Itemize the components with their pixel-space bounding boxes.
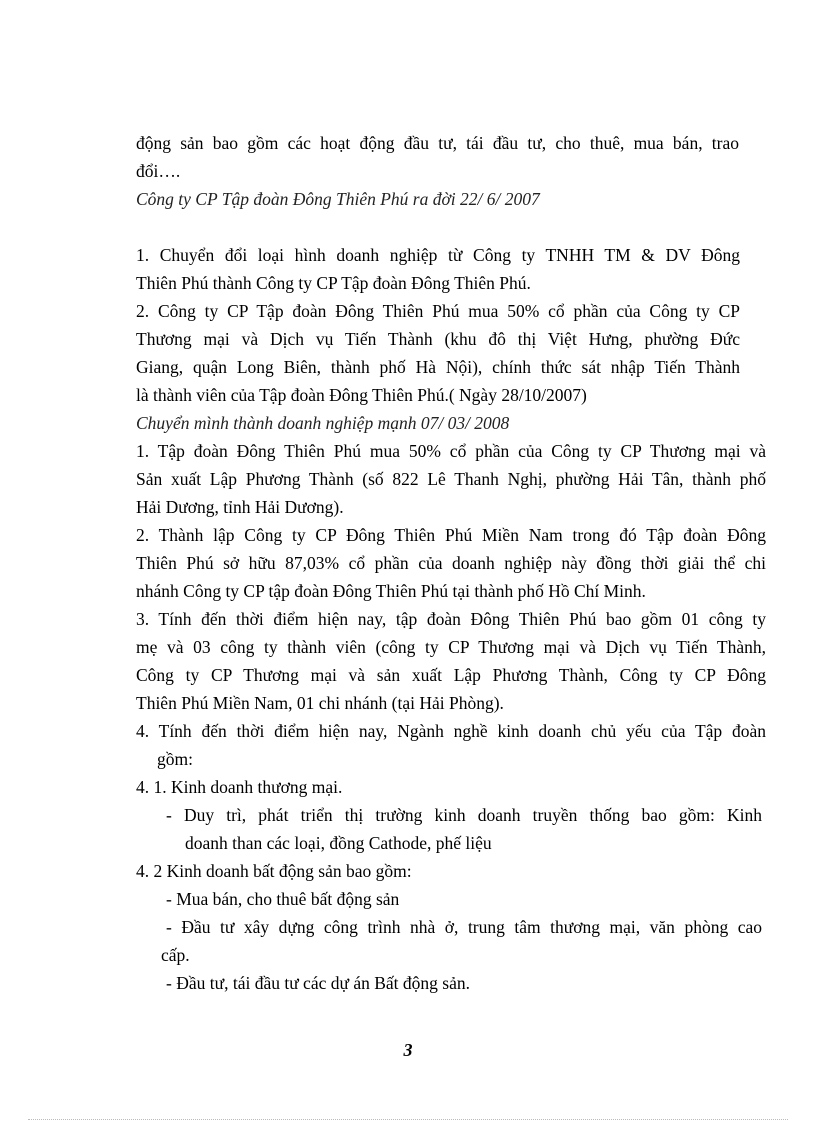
text-line: Giang, quận Long Biên, thành phố Hà Nội), chính thức sát nhập Tiến Thành (136, 357, 740, 377)
text-line: 2. Công ty CP Tập đoàn Đông Thiên Phú mua 50% cổ phần của Công ty CP (136, 301, 740, 321)
text-line: Thiên Phú sở hữu 87,03% cổ phần của doanh nghiệp này đồng thời giải thể chi (136, 553, 766, 573)
section-heading-line: Công ty CP Tập đoàn Đông Thiên Phú ra đời 22/ 6/ 2007 (136, 189, 540, 209)
text-line: 4. Tính đến thời điểm hiện nay, Ngành nghề kinh doanh chủ yếu của Tập đoàn (136, 721, 766, 741)
text-line: 1. Chuyển đổi loại hình doanh nghiệp từ Công ty TNHH TM & DV Đông (136, 245, 740, 265)
text-line: 2. Thành lập Công ty CP Đông Thiên Phú Miền Nam trong đó Tập đoàn Đông (136, 525, 766, 545)
text-line: Công ty CP Thương mại và sản xuất Lập Phương Thành, Công ty CP Đông (136, 665, 766, 685)
text-line: Sản xuất Lập Phương Thành (số 822 Lê Thanh Nghị, phường Hải Tân, thành phố (136, 469, 766, 489)
text-line: là thành viên của Tập đoàn Đông Thiên Phú.( Ngày 28/10/2007) (136, 385, 587, 405)
text-line: - Duy trì, phát triển thị trường kinh doanh truyền thống bao gồm: Kinh (166, 805, 762, 825)
text-line: 4. 2 Kinh doanh bất động sản bao gồm: (136, 861, 412, 881)
page-bottom-divider (28, 1119, 788, 1120)
text-line: Thương mại và Dịch vụ Tiến Thành (khu đô thị Việt Hưng, phường Đức (136, 329, 740, 349)
section-heading-line: Chuyển mình thành doanh nghiệp mạnh 07/ 03/ 2008 (136, 413, 510, 433)
text-line: Thiên Phú Miền Nam, 01 chi nhánh (tại Hải Phòng). (136, 693, 504, 713)
text-line: - Đầu tư xây dựng công trình nhà ở, trung tâm thương mại, văn phòng cao (166, 917, 762, 937)
text-line: Hải Dương, tỉnh Hải Dương). (136, 497, 344, 517)
text-line: - Mua bán, cho thuê bất động sản (166, 889, 400, 909)
text-line: cấp. (161, 945, 190, 965)
text-line: động sản bao gồm các hoạt động đầu tư, tái đầu tư, cho thuê, mua bán, trao (136, 133, 739, 153)
text-line: Thiên Phú thành Công ty CP Tập đoàn Đông Thiên Phú. (136, 273, 531, 293)
text-line: mẹ và 03 công ty thành viên (công ty CP Thương mại và Dịch vụ Tiến Thành, (136, 637, 766, 657)
text-line: 3. Tính đến thời điểm hiện nay, tập đoàn Đông Thiên Phú bao gồm 01 công ty (136, 609, 766, 629)
text-line: gồm: (157, 749, 193, 769)
page-number: 3 (403, 1040, 413, 1060)
text-line: 4. 1. Kinh doanh thương mại. (136, 777, 343, 797)
text-line: doanh than các loại, đồng Cathode, phế liệu (185, 833, 492, 853)
text-line: đổi…. (136, 161, 181, 181)
text-line: - Đầu tư, tái đầu tư các dự án Bất động sản. (166, 973, 470, 993)
text-line: nhánh Công ty CP tập đoàn Đông Thiên Phú tại thành phố Hồ Chí Minh. (136, 581, 646, 601)
text-line: 1. Tập đoàn Đông Thiên Phú mua 50% cổ phần của Công ty CP Thương mại và (136, 441, 766, 461)
